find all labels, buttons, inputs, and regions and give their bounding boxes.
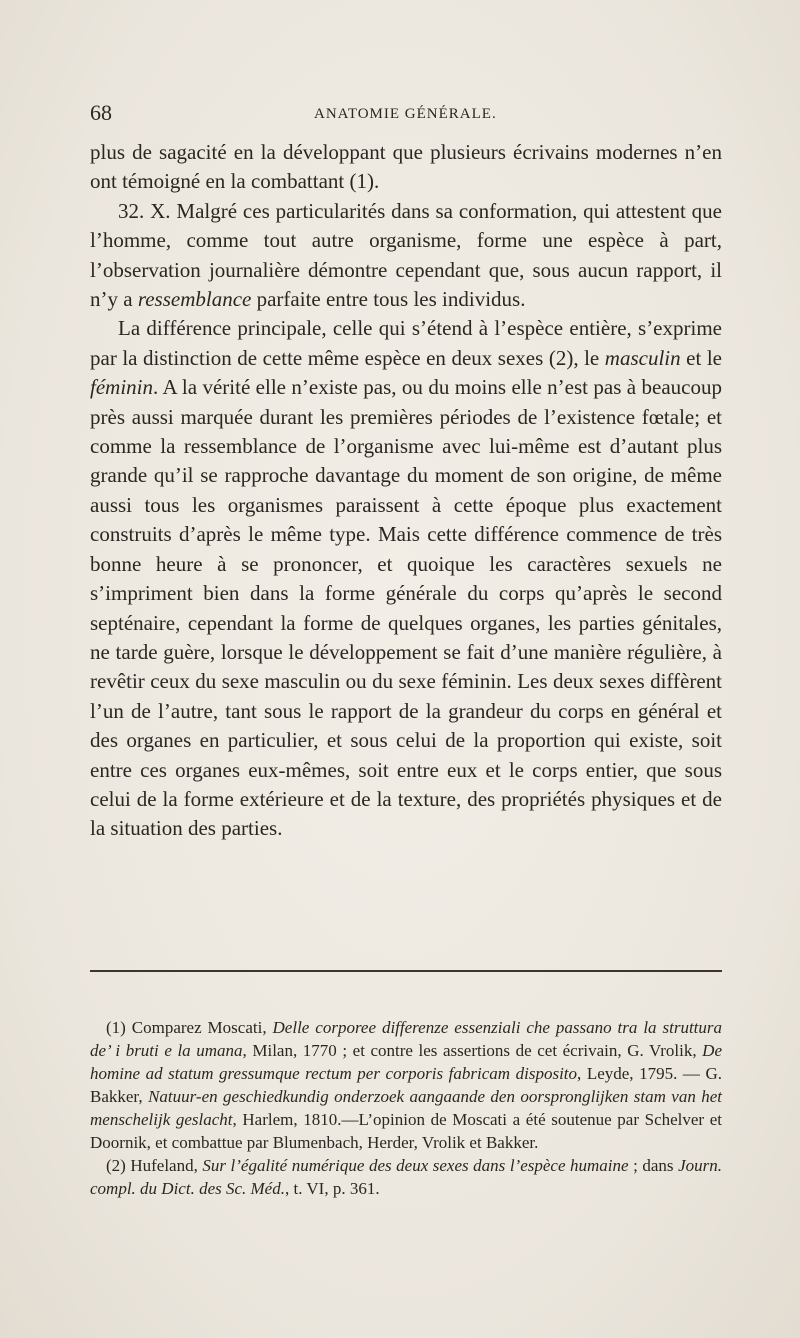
footnote-1: (1) Comparez Moscati, Delle corporee differenze essenziali che passano tra la struttura de’ i bruti e la umana, Milan, 1770 ; et contre les assertions de cet écrivain, G. Vrolik, De homine ad statum gressumque rectum per corporis fabricam disposito, Leyde, 1795. — G. Bakker, Natuur-en geschiedkundig onderzoek aangaande den oorspronglijken stam van het menschelijk geslacht, Harlem, 1810.—L’opinion de Moscati a été soutenue par Schelver et Doornik, et combattue par Blumenbach, Herder, Vrolik et Bakker.: [90, 1018, 723, 1152]
footnotes: [90, 1016, 722, 1200]
main-text: [90, 138, 722, 844]
footnote-divider: [90, 970, 722, 972]
paragraph-32: 32. X. Malgré ces particularités dans sa conformation, qui attestent que l’homme, comme tout autre organisme, forme une espèce à part, l’observation journalière démontre cependant que, sous aucun rapport, il n’y a ressemblance parfaite entre tous les individus.: [90, 198, 722, 312]
page-header: [90, 100, 722, 132]
paragraph-continuation: plus de sagacité en la développant que plusieurs écrivains modernes n’en ont témoigné en la combattant (1).: [90, 140, 722, 194]
paragraph-sexes: La différence principale, celle qui s’étend à l’espèce entière, s’exprime par la distinction de cette même espèce en deux sexes (2), le masculin et le féminin. A la vérité elle n’existe pas, ou du moins elle n’est pas à beaucoup près aussi marquée durant les premières périodes de l’existence fœtale; et comme la ressemblance de l’organisme avec lui-même est d’autant plus grande qu’il se rapproche davantage du moment de son origine, de même aussi tous les organismes paraissent à cette époque plus exactement construits d’après le même type. Mais cette différence commence de très bonne heure à se prononcer, et quoique les caractères sexuels ne s’impriment bien dans la forme générale du corps qu’après le second septénaire, cependant la forme de quelques organes, les parties génitales, ne tarde guère, lorsque le développement se fait d’une manière régulière, à revêtir ceux du sexe masculin ou du sexe féminin. Les deux sexes diffèrent l’un de l’autre, tant sous le rapport de la grandeur du corps en général et des organes en particulier, et sous celui de la proportion qui existe, soit entre ces organes eux-mêmes, soit entre eux et le corps entier, que sous celui de la forme extérieure et de la texture, des propriétés physiques et de la situation des parties.: [90, 316, 723, 841]
footnote-2: (2) Hufeland, Sur l’égalité numérique des deux sexes dans l’espèce humaine ; dans Journ. compl. du Dict. des Sc. Méd., t. VI, p. 361.: [90, 1156, 722, 1198]
page-number: 68: [90, 100, 112, 125]
running-head: ANATOMIE GÉNÉRALE.: [314, 106, 497, 122]
